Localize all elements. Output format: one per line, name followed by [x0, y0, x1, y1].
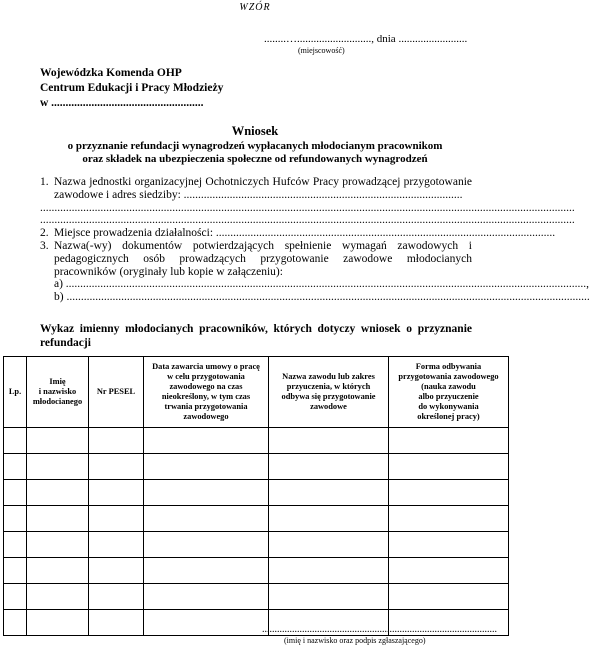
table-cell[interactable]	[269, 532, 389, 558]
table-cell[interactable]	[389, 428, 509, 454]
table-cell[interactable]	[4, 428, 27, 454]
place-date-field[interactable]: ........…..........................., dnia .........................	[264, 33, 468, 45]
table-cell[interactable]	[89, 454, 144, 480]
form-items	[40, 176, 590, 304]
table-cell[interactable]	[389, 480, 509, 506]
table-cell[interactable]	[89, 532, 144, 558]
table-cell[interactable]	[27, 506, 89, 532]
item-text: Nazwa(-wy) dokumentów potwierdzających spełnienie wymagań zawodowych i pedagogicznych osób prowadzących przygotowanie zawodowe młodocianych pracowników (oryginały lub kopie w załączeniu):	[54, 239, 472, 278]
form-item-2[interactable]	[40, 227, 556, 240]
table-cell[interactable]	[269, 584, 389, 610]
table-cell[interactable]	[389, 506, 509, 532]
form-item-3	[40, 240, 472, 278]
table-cell[interactable]	[389, 558, 509, 584]
table-cell[interactable]	[144, 610, 269, 636]
table-cell[interactable]	[144, 506, 269, 532]
document-subtitle	[30, 140, 480, 166]
item-number: 2.	[40, 227, 49, 240]
table-cell[interactable]	[27, 454, 89, 480]
table-cell[interactable]	[27, 558, 89, 584]
column-header: Imię i nazwisko młodocianego	[27, 357, 89, 428]
table-cell[interactable]	[144, 584, 269, 610]
table-cell[interactable]	[144, 454, 269, 480]
table-cell[interactable]	[144, 558, 269, 584]
column-header: Data zawarcia umowy o pracę w celu przygotowania zawodowego na czas nieokreślony, w tym czas trwania przygotowania zawodowego	[144, 357, 269, 428]
column-header: Forma odbywania przygotowania zawodowego (nauka zawodu albo przyuczenie do wykonywania określonej pracy)	[389, 357, 509, 428]
table-cell[interactable]	[27, 610, 89, 636]
table-cell[interactable]	[27, 428, 89, 454]
table-cell[interactable]	[4, 584, 27, 610]
table-cell[interactable]	[269, 454, 389, 480]
subtitle-line-2: oraz składek na ubezpieczenia społeczne od refundowanych wynagrodzeń	[82, 153, 428, 165]
table-cell[interactable]	[4, 506, 27, 532]
table-cell[interactable]	[27, 532, 89, 558]
employee-table	[3, 356, 509, 636]
table-cell[interactable]	[89, 428, 144, 454]
list-heading: Wykaz imienny młodocianych pracowników, których dotyczy wniosek o przyznanie refundacji	[40, 323, 472, 349]
fill-line[interactable]: ..........................................................................................................................................................................................	[40, 214, 575, 227]
table-cell[interactable]	[89, 558, 144, 584]
column-header: Nazwa zawodu lub zakres przyuczenia, w których odbywa się przygotowanie zawodowe	[269, 357, 389, 428]
sub-item-a[interactable]: a) .....................................................................................................................................................................................,	[54, 278, 590, 291]
signature-caption: (imię i nazwisko oraz podpis zgłaszającego)	[284, 636, 426, 645]
item-text[interactable]: Nazwa jednostki organizacyjnej Ochotniczych Hufców Pracy prowadzącej przygotowanie zawodowe i adres siedziby: .................................................................................................	[54, 176, 472, 201]
signature-field[interactable]: ..............................................................................................	[262, 624, 497, 635]
column-header: Lp.	[4, 357, 27, 428]
table-row	[4, 584, 509, 610]
form-item-1	[40, 176, 472, 202]
table-cell[interactable]	[89, 480, 144, 506]
table-cell[interactable]	[4, 480, 27, 506]
table-cell[interactable]	[4, 610, 27, 636]
table-cell[interactable]	[389, 454, 509, 480]
table-row	[4, 558, 509, 584]
column-header: Nr PESEL	[89, 357, 144, 428]
document-title: Wniosek	[231, 124, 279, 138]
table-cell[interactable]	[89, 506, 144, 532]
table-cell[interactable]	[269, 428, 389, 454]
table-row	[4, 506, 509, 532]
table-cell[interactable]	[269, 506, 389, 532]
table-cell[interactable]	[89, 584, 144, 610]
addressee-line-2: Centrum Edukacji i Pracy Młodzieży	[40, 82, 224, 94]
addressee-block	[40, 66, 223, 111]
table-row	[4, 454, 509, 480]
addressee-line-1: Wojewódzka Komenda OHP	[40, 67, 182, 79]
item-text: Miejsce prowadzenia działalności: ......................................................................................................................	[54, 227, 556, 240]
table-cell[interactable]	[389, 532, 509, 558]
table-cell[interactable]	[89, 610, 144, 636]
table-cell[interactable]	[269, 480, 389, 506]
item-number: 1.	[40, 176, 49, 188]
table-cell[interactable]	[144, 428, 269, 454]
table-header-row	[4, 357, 509, 428]
table-cell[interactable]	[389, 584, 509, 610]
table-row	[4, 480, 509, 506]
table-cell[interactable]	[144, 532, 269, 558]
table-row	[4, 532, 509, 558]
table-cell[interactable]	[4, 454, 27, 480]
table-cell[interactable]	[27, 480, 89, 506]
table-cell[interactable]	[144, 480, 269, 506]
table-body	[4, 428, 509, 636]
template-mark: WZÓR	[239, 2, 271, 13]
subtitle-line-1: o przyznanie refundacji wynagrodzeń wypłacanych młodocianym pracownikom	[67, 140, 443, 152]
table-row	[4, 428, 509, 454]
fill-line[interactable]: ..........................................................................................................................................................................................	[40, 201, 575, 214]
place-caption: (miejscowość)	[298, 46, 345, 55]
table-cell[interactable]	[27, 584, 89, 610]
table-cell[interactable]	[4, 558, 27, 584]
item-number: 3.	[40, 239, 49, 252]
table-cell[interactable]	[4, 532, 27, 558]
addressee-line-3[interactable]: w .....................................................	[40, 97, 204, 109]
sub-item-b[interactable]: b) ......................................................................................................................................................................................	[54, 291, 590, 304]
table-cell[interactable]	[269, 558, 389, 584]
